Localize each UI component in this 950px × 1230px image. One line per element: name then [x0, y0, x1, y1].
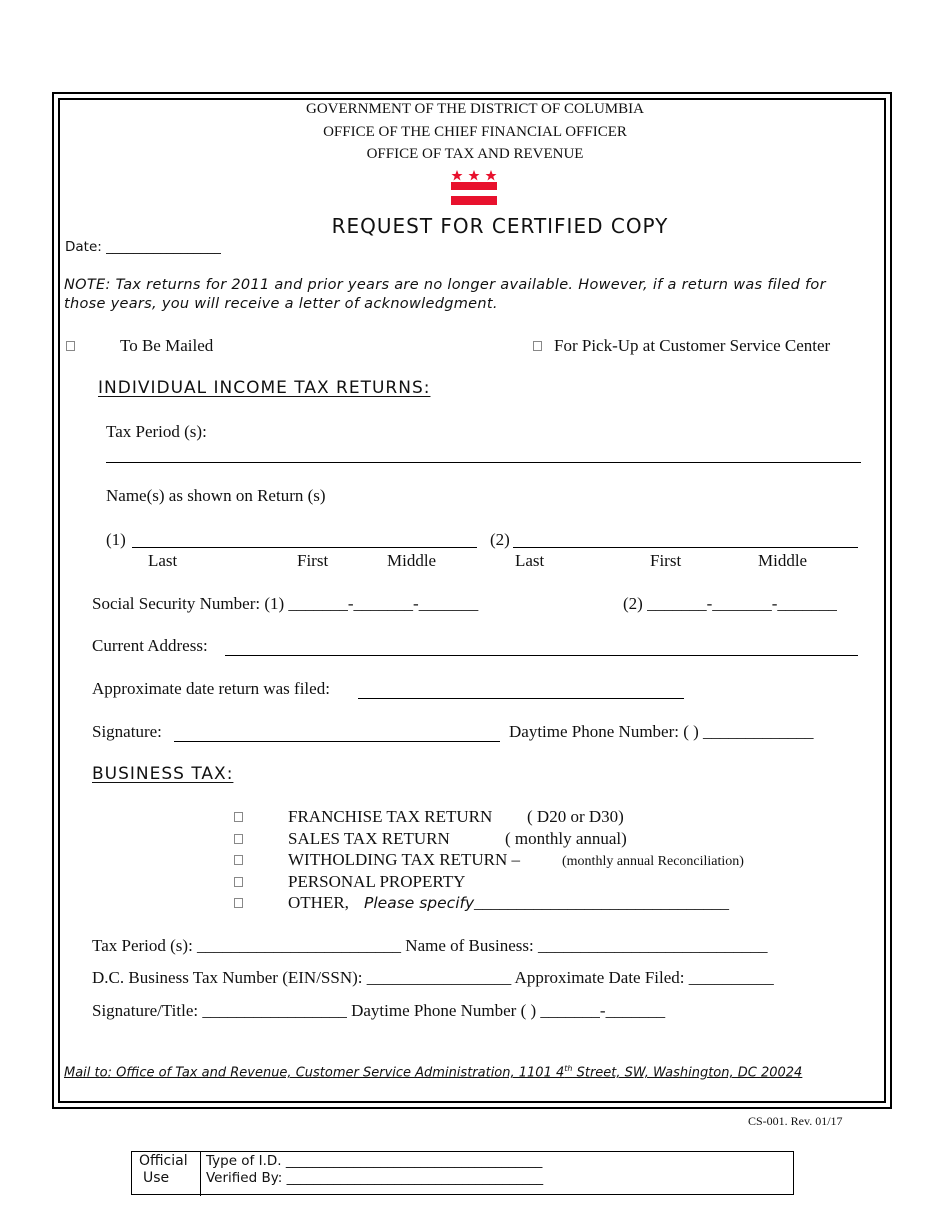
approx-date-line[interactable] [358, 698, 684, 699]
business-signature-row[interactable]: Signature/Title: _________________ Daytime Phone Number ( ) _______-_______ [92, 1001, 666, 1020]
form-number: CS-001. Rev. 01/17 [748, 1114, 843, 1128]
franchise-options[interactable]: ( D20 or D30) [527, 807, 624, 826]
verified-by-field[interactable]: Verified By: ______________________________________ [206, 1170, 544, 1186]
other-specify: Please specify [364, 894, 475, 912]
tax-period-label: Tax Period (s): [106, 422, 207, 441]
names-label: Name(s) as shown on Return (s) [106, 486, 326, 505]
official-use-box [131, 1151, 794, 1195]
business-ein-row[interactable]: D.C. Business Tax Number (EIN/SSN): _________________ Approximate Date Filed: __________ [92, 968, 774, 987]
franchise-label: FRANCHISE TAX RETURN [288, 807, 493, 826]
other-checkbox[interactable] [234, 898, 243, 908]
address-line[interactable] [225, 655, 858, 656]
name2-prefix: (2) [490, 530, 510, 549]
name1-last: Last [148, 551, 178, 570]
mail-checkbox[interactable] [66, 341, 75, 351]
signature-line[interactable] [174, 741, 500, 742]
business-heading: BUSINESS TAX: [92, 764, 234, 784]
address-label: Current Address: [92, 636, 208, 655]
sales-label: SALES TAX RETURN [288, 829, 450, 848]
signature-label: Signature: [92, 722, 162, 741]
name2-middle: Middle [758, 551, 808, 570]
withholding-label: WITHOLDING TAX RETURN – [288, 850, 521, 869]
official-use-label-1: Official [139, 1153, 188, 1169]
header-line-1: GOVERNMENT OF THE DISTRICT OF COLUMBIA [306, 101, 644, 117]
other-line[interactable]: ______________________________ [474, 893, 729, 912]
other-label: OTHER, [288, 893, 349, 912]
business-tax-period-row[interactable]: Tax Period (s): ________________________ Name of Business: ___________________________ [92, 936, 768, 955]
mail-option-label: To Be Mailed [120, 336, 214, 355]
withholding-checkbox[interactable] [234, 855, 243, 865]
ssn1-field[interactable]: Social Security Number: (1) _______-_______-_______ [92, 594, 479, 613]
name1-middle: Middle [387, 551, 437, 570]
dc-flag-icon [451, 170, 497, 206]
note-text: NOTE: Tax returns for 2011 and prior years are no longer available. However, if a return was filed for those years, you will receive a letter of acknowledgment. [64, 277, 826, 312]
name2-first: First [650, 551, 682, 570]
header-line-2: OFFICE OF THE CHIEF FINANCIAL OFFICER [323, 124, 627, 140]
withholding-options[interactable]: (monthly annual Reconciliation) [562, 854, 744, 869]
date-field[interactable]: Date: _________________ [65, 239, 221, 255]
header-line-3: OFFICE OF TAX AND REVENUE [366, 146, 584, 162]
pickup-checkbox[interactable] [533, 341, 542, 351]
type-of-id-field[interactable]: Type of I.D. ______________________________________ [206, 1153, 543, 1169]
official-use-label-2: Use [143, 1170, 170, 1186]
personal-property-label: PERSONAL PROPERTY [288, 872, 466, 891]
personal-property-checkbox[interactable] [234, 877, 243, 887]
name2-last: Last [515, 551, 545, 570]
approx-date-label: Approximate date return was filed: [92, 679, 330, 698]
sales-options[interactable]: ( monthly annual) [505, 829, 627, 848]
name2-line[interactable] [513, 547, 858, 548]
form-title: REQUEST FOR CERTIFIED COPY [331, 214, 669, 238]
name1-first: First [297, 551, 329, 570]
individual-heading: INDIVIDUAL INCOME TAX RETURNS: [98, 378, 431, 398]
sales-checkbox[interactable] [234, 834, 243, 844]
ssn2-field[interactable]: (2) _______-_______-_______ [623, 594, 837, 613]
franchise-checkbox[interactable] [234, 812, 243, 822]
name1-line[interactable] [132, 547, 477, 548]
phone-field[interactable]: Daytime Phone Number: ( ) _____________ [509, 722, 814, 741]
tax-period-line[interactable] [106, 462, 861, 463]
mail-to-address: Mail to: Office of Tax and Revenue, Customer Service Administration, 1101 4th Street, SW, Washington, DC 20024 [64, 1064, 803, 1081]
pickup-option-label: For Pick-Up at Customer Service Center [554, 336, 831, 355]
name1-prefix: (1) [106, 530, 126, 549]
